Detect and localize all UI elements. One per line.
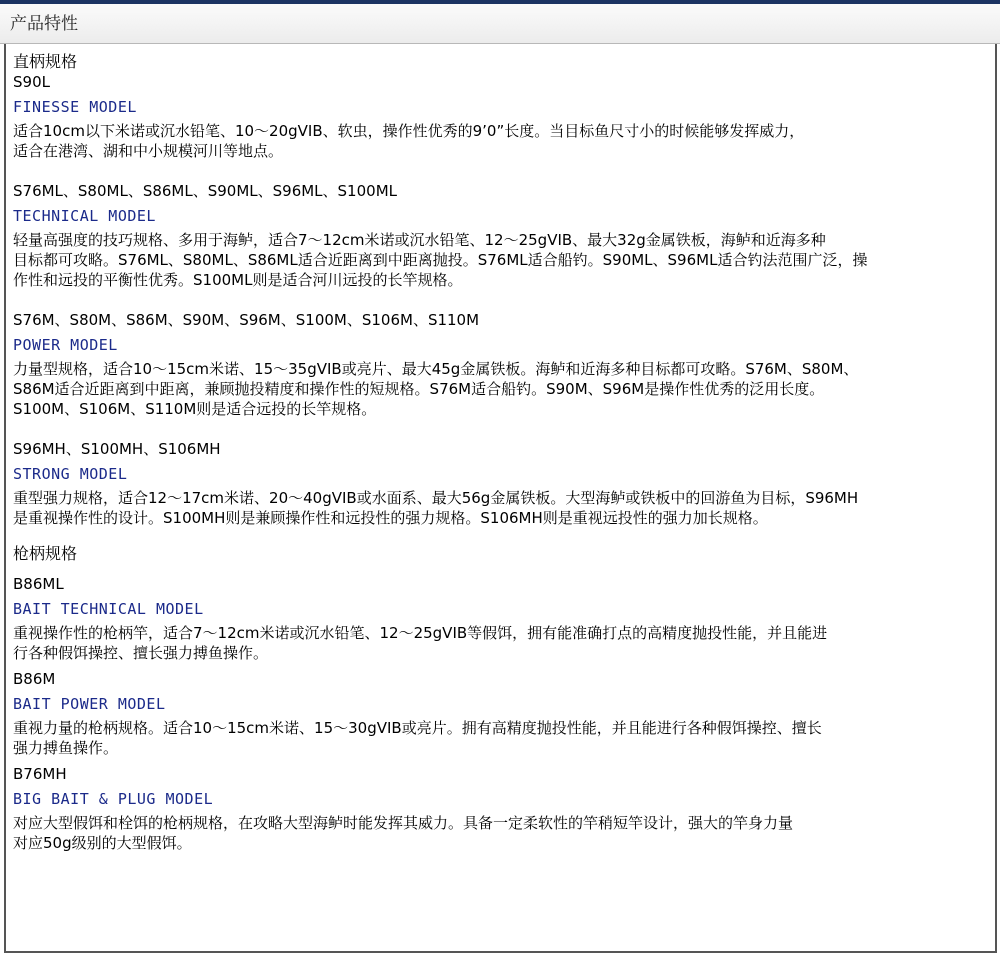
model-name: POWER MODEL: [13, 336, 118, 354]
model-description-line: 强力搏鱼操作。: [13, 739, 119, 757]
spec-block-big-bait: [13, 764, 985, 853]
baitcasting-heading: 枪柄规格: [13, 544, 78, 563]
model-name: BAIT POWER MODEL: [13, 695, 166, 713]
model-description-line: 是重视操作性的设计。S100MH则是兼顾操作性和远投性的强力规格。S106MH则是重视远投性的强力加长规格。: [13, 509, 768, 527]
model-description-line: 适合在港湾、湖和中小规模河川等地点。: [13, 142, 284, 160]
model-name: BAIT TECHNICAL MODEL: [13, 600, 204, 618]
model-codes: B86M: [13, 670, 56, 688]
model-description-line: 适合10cm以下米诺或沉水铅笔、10～20gVIB、软虫，操作性优秀的9’0”长度。当目标鱼尺寸小的时候能够发挥威力，: [13, 122, 805, 140]
model-name: FINESSE MODEL: [13, 98, 137, 116]
model-description-line: 重视力量的枪柄规格。适合10～15cm米诺、15～30gVIB或亮片。拥有高精度抛投性能，并且能进行各种假饵操控、擅长: [13, 719, 822, 737]
model-codes: S96MH、S100MH、S106MH: [13, 440, 221, 458]
model-description-line: 力量型规格，适合10～15cm米诺、15～35gVIB或亮片、最大45g金属铁板。海鲈和近海多种目标都可攻略。S76M、S80M、: [13, 360, 859, 378]
model-name: STRONG MODEL: [13, 465, 128, 483]
spec-block-bait-power: [13, 669, 985, 758]
model-codes: B76MH: [13, 765, 67, 783]
section-title: 产品特性: [10, 14, 78, 34]
model-description-line: 对应大型假饵和栓饵的枪柄规格，在攻略大型海鲈时能发挥其威力。具备一定柔软性的竿稍短竿设计，强大的竿身力量: [13, 814, 794, 832]
model-description-line: 重型强力规格，适合12～17cm米诺、20～40gVIB或水面系、最大56g金属铁板。大型海鲈或铁板中的回游鱼为目标，S96MH: [13, 489, 859, 507]
spec-block-bait-technical: [13, 574, 985, 663]
model-name: BIG BAIT & PLUG MODEL: [13, 790, 214, 808]
model-description-line: 对应50g级别的大型假饵。: [13, 834, 192, 852]
spinning-heading: 直柄规格: [13, 52, 78, 71]
model-name: TECHNICAL MODEL: [13, 207, 156, 225]
model-codes: S76ML、S80ML、S86ML、S90ML、S96ML、S100ML: [13, 182, 397, 200]
model-description-line: 行各种假饵操控、擅长强力搏鱼操作。: [13, 644, 269, 662]
spec-list: [13, 52, 985, 853]
model-codes: S90L: [13, 73, 50, 91]
model-description-line: S86M适合近距离到中距离，兼顾抛投精度和操作性的短规格。S76M适合船钓。S90M、S96M是操作性优秀的泛用长度。: [13, 380, 825, 398]
model-description-line: S100M、S106M、S110M则是适合远投的长竿规格。: [13, 400, 377, 418]
model-description-line: 轻量高强度的技巧规格、多用于海鲈，适合7～12cm米诺或沉水铅笔、12～25gVIB、最大32g金属铁板，海鲈和近海多种: [13, 231, 826, 249]
spec-block-finesse: [13, 72, 985, 161]
model-description-line: 作性和远投的平衡性优秀。S100ML则是适合河川远投的长竿规格。: [13, 271, 463, 289]
model-description-line: 重视操作性的枪柄竿，适合7～12cm米诺或沉水铅笔、12～25gVIB等假饵，拥有能准确打点的高精度抛投性能，并且能进: [13, 624, 828, 642]
section-header: [0, 4, 1000, 44]
content-panel: [4, 44, 997, 953]
spec-block-technical: [13, 181, 985, 290]
model-codes: S76M、S80M、S86M、S90M、S96M、S100M、S106M、S110M: [13, 311, 480, 329]
spec-block-strong: [13, 439, 985, 528]
model-description-line: 目标都可攻略。S76ML、S80ML、S86ML适合近距离到中距离抛投。S76ML适合船钓。S90ML、S96ML适合钓法范围广泛，操: [13, 251, 868, 269]
spec-block-power: [13, 310, 985, 419]
model-codes: B86ML: [13, 575, 64, 593]
